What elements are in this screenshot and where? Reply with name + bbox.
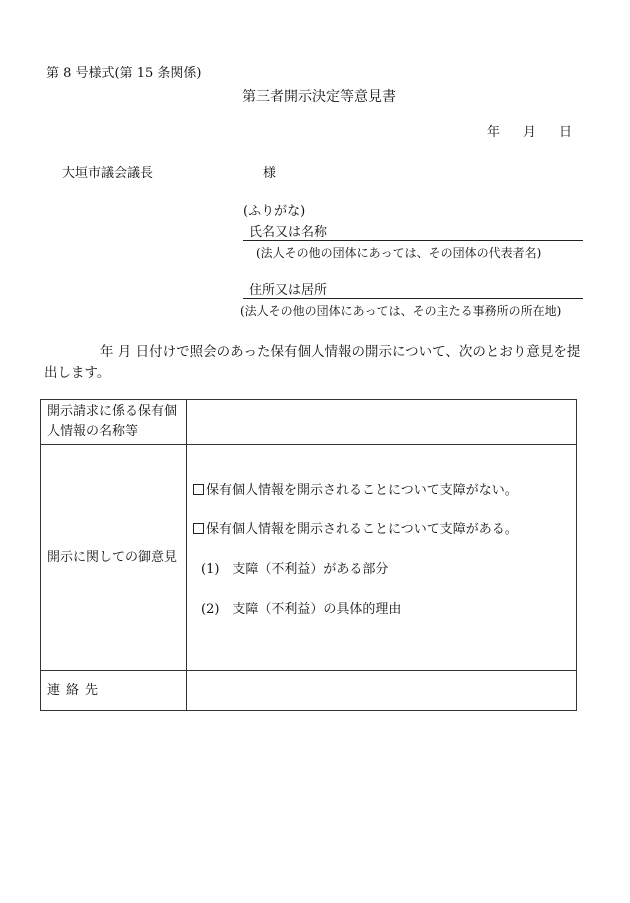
name-underline	[243, 240, 583, 241]
date-year: 年	[487, 125, 501, 140]
opinion-table	[40, 399, 577, 711]
item-affected-part: (1) 支障（不利益）がある部分	[201, 562, 389, 577]
option-objection-text: 保有個人情報を開示されることについて支障がある。	[206, 522, 518, 537]
name-note: (法人その他の団体にあっては、その団体の代表者名)	[256, 246, 542, 260]
body-text-line2: 出します。	[44, 365, 111, 381]
name-label: 氏名又は名称	[249, 225, 328, 240]
checkbox-objection[interactable]	[193, 523, 204, 534]
info-name-field[interactable]	[187, 400, 577, 445]
row-label-info-name-text: 開示請求に係る保有個人情報の名称等	[47, 404, 178, 439]
contact-field[interactable]	[187, 671, 577, 711]
table-row-info-name	[41, 400, 577, 445]
opinion-field	[187, 445, 577, 671]
furigana-label: (ふりがな)	[243, 204, 306, 219]
option-no-objection-text: 保有個人情報を開示されることについて支障がない。	[206, 483, 518, 498]
option-no-objection[interactable]	[193, 483, 518, 499]
row-label-contact	[41, 671, 187, 711]
address-label: 住所又は居所	[249, 283, 328, 298]
row-label-contact-text: 連絡先	[47, 682, 105, 698]
date-day: 日	[559, 125, 573, 140]
document-title: 第三者開示決定等意見書	[242, 89, 396, 105]
item-specific-reason: (2) 支障（不利益）の具体的理由	[201, 602, 402, 617]
address-underline	[243, 298, 583, 299]
body-text-line1: 年 月 日付けで照会のあった保有個人情報の開示について、次のとおり意見を提	[100, 344, 581, 360]
row-label-opinion-text: 開示に関しての御意見	[47, 549, 178, 565]
table-row-contact	[41, 671, 577, 711]
date-month: 月	[523, 125, 537, 140]
option-objection[interactable]	[193, 522, 518, 538]
table-row-opinion	[41, 445, 577, 671]
address-note: (法人その他の団体にあっては、その主たる事務所の所在地)	[240, 304, 562, 318]
form-number: 第 8 号様式(第 15 条関係)	[46, 66, 202, 81]
row-label-opinion	[41, 445, 187, 671]
addressee-honorific: 様	[263, 166, 277, 181]
checkbox-no-objection[interactable]	[193, 484, 204, 495]
addressee-name: 大垣市議会議長	[62, 166, 154, 181]
row-label-info-name	[41, 400, 187, 445]
